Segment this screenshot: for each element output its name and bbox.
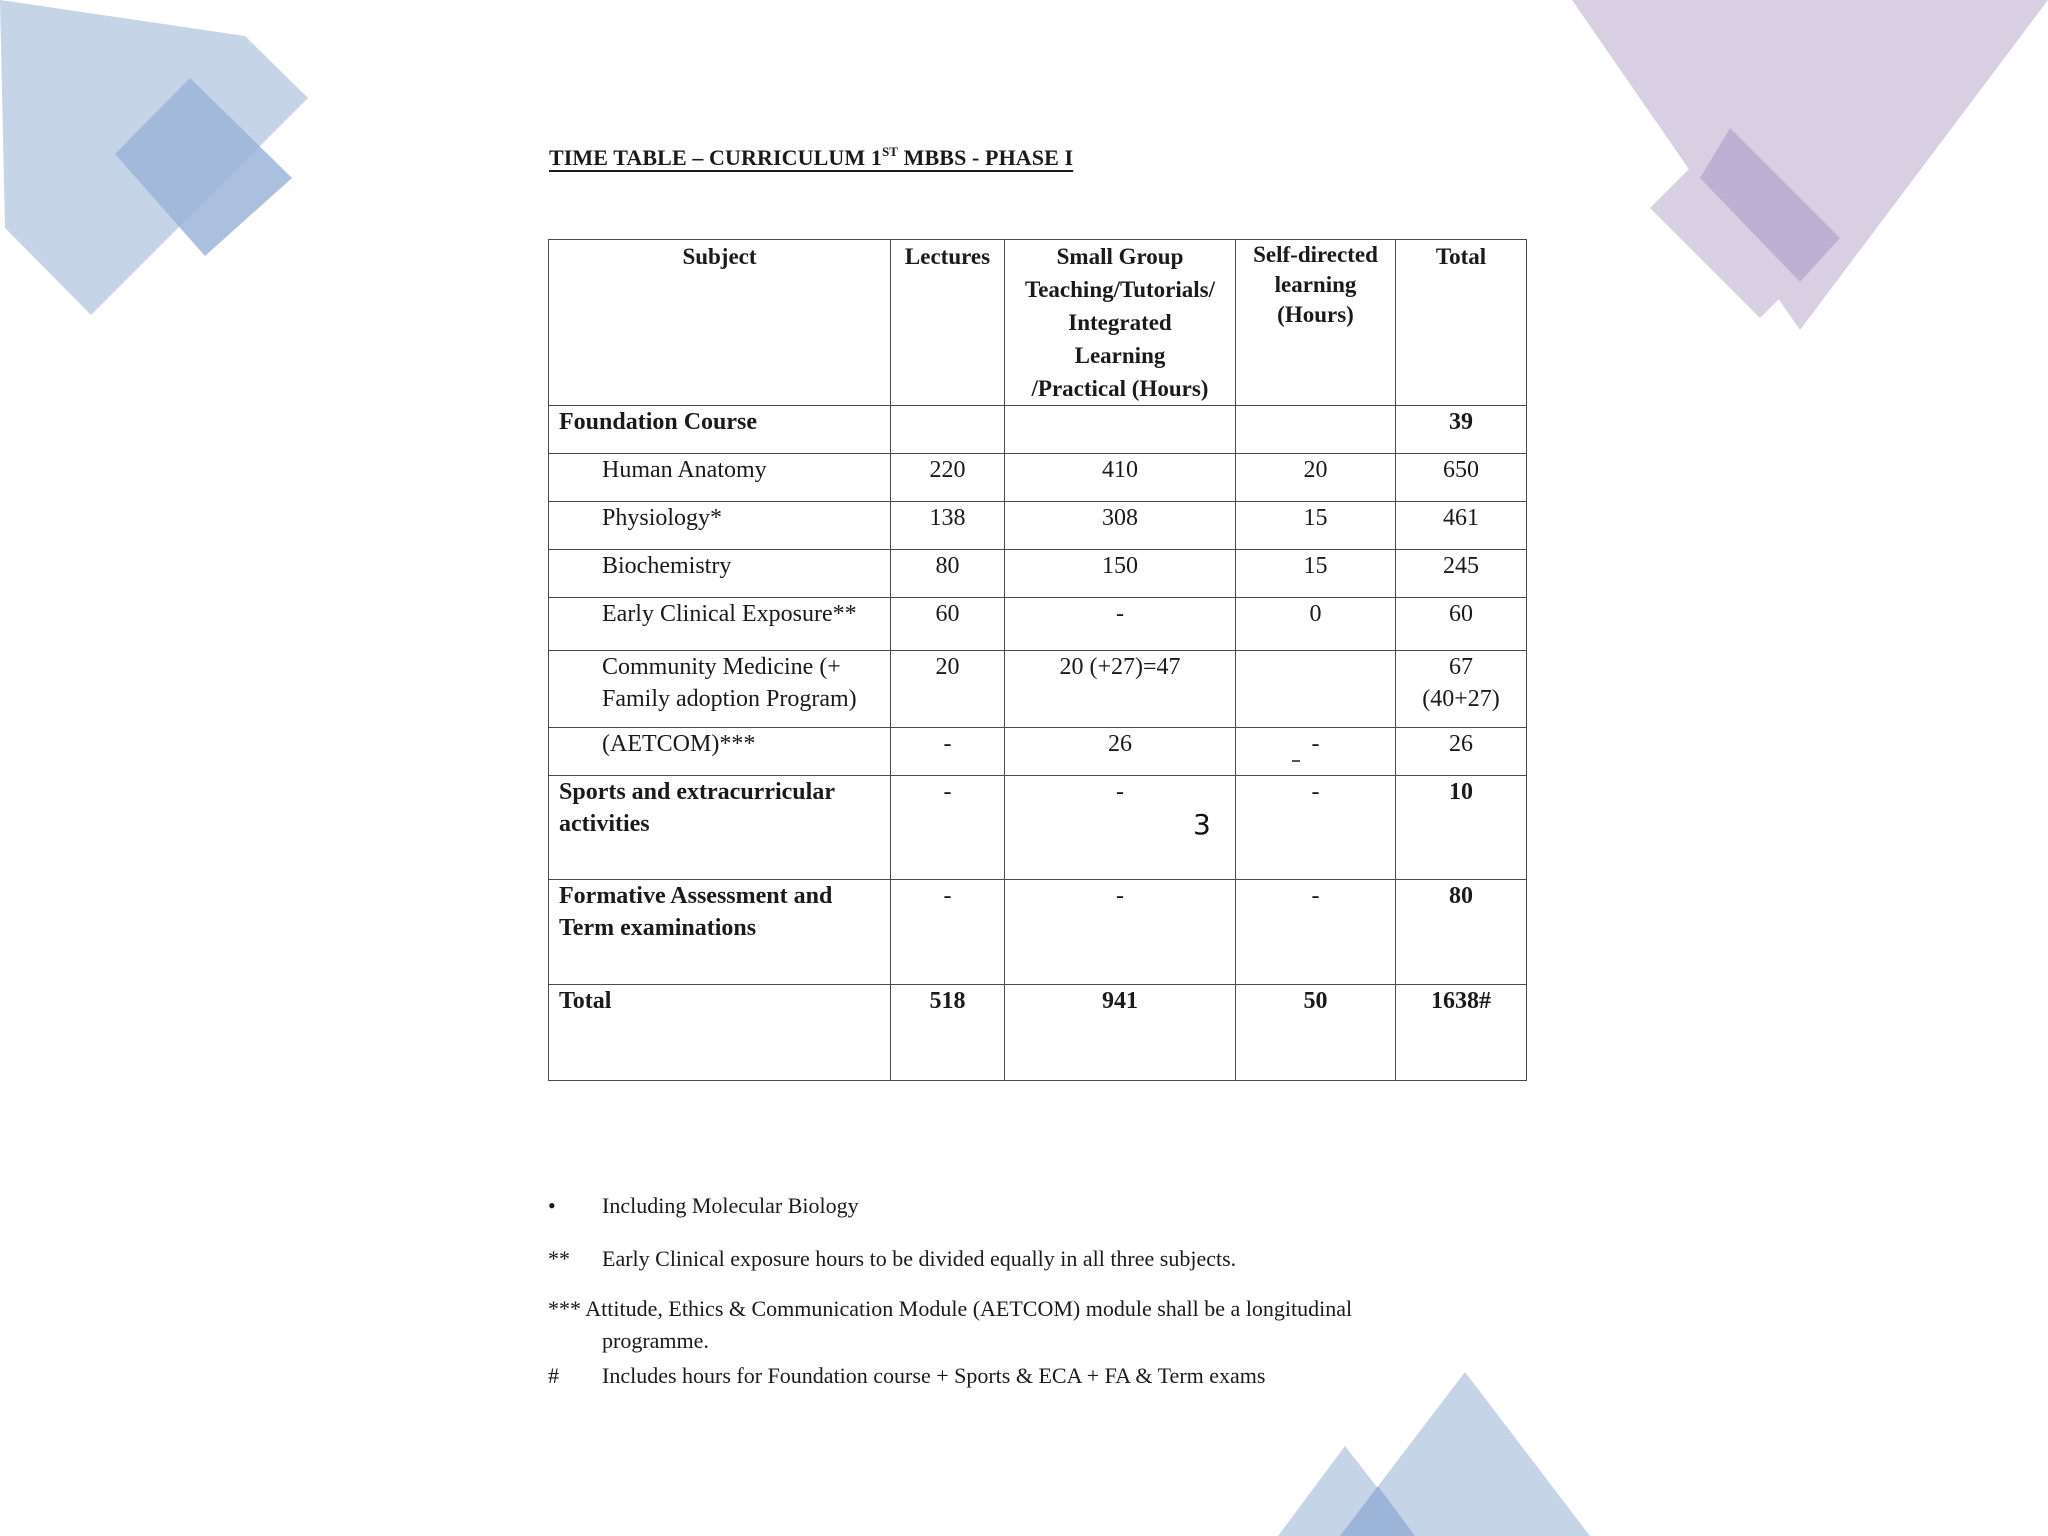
row-label-line: Sports and extracurricular: [559, 779, 835, 805]
cell-sdl: [1236, 651, 1396, 728]
row-label: Total: [549, 985, 891, 1081]
title-suffix: MBBS - PHASE I: [898, 145, 1074, 170]
header-sdl-line: learning: [1274, 272, 1357, 297]
cell-lectures: -: [891, 728, 1005, 776]
header-total: Total: [1396, 240, 1527, 406]
cell-total: 39: [1396, 406, 1527, 454]
cell-total: 80: [1396, 880, 1527, 985]
row-label: (AETCOM)***: [549, 728, 891, 776]
cell-lectures: 60: [891, 598, 1005, 651]
cell-total: 26: [1396, 728, 1527, 776]
footnote-continuation: programme.: [602, 1328, 709, 1353]
header-sgt-line: Small Group: [1056, 244, 1184, 269]
cell-total: 60: [1396, 598, 1527, 651]
table-row: [549, 728, 1527, 776]
row-label: Physiology*: [549, 502, 891, 550]
deco-purple-triangle-top-right: [1572, 0, 2048, 330]
header-sgt-line: Teaching/Tutorials/: [1024, 277, 1216, 302]
header-lectures: Lectures: [891, 240, 1005, 406]
footnote-marker: ***: [548, 1296, 581, 1321]
cell-sdl: 50: [1236, 985, 1396, 1081]
cell-total: [1396, 651, 1527, 728]
cell-sdl: 20: [1236, 454, 1396, 502]
table-row: [549, 406, 1527, 454]
cell-sdl: 15: [1236, 502, 1396, 550]
cell-sdl: [1236, 406, 1396, 454]
header-sgt-line: /Practical (Hours): [1031, 376, 1209, 401]
table-row: [549, 550, 1527, 598]
deco-purple-overlap-top-right: [1700, 128, 1840, 282]
header-sgt-line: Integrated: [1068, 310, 1172, 335]
cell-sdl: -: [1236, 728, 1396, 776]
header-sdl-line: Self-directed: [1253, 242, 1378, 267]
cell-sgt: 308: [1005, 502, 1236, 550]
cell-lectures: 20: [891, 651, 1005, 728]
cell-total-line: 67: [1449, 654, 1473, 680]
header-sdl-line: (Hours): [1277, 302, 1354, 327]
footnote-marker: #: [548, 1363, 559, 1388]
deco-purple-diamond-top-right: [1650, 128, 1840, 318]
cell-sgt: -: [1005, 880, 1236, 985]
deco-blue-overlap-bottom: [1340, 1486, 1415, 1536]
title-prefix: TIME TABLE – CURRICULUM 1: [549, 145, 882, 170]
title-superscript: ST: [881, 144, 899, 159]
cell-sgt: [1005, 406, 1236, 454]
cell-sdl: -: [1236, 776, 1396, 880]
footnote-marker: **: [548, 1246, 570, 1271]
cell-lectures: 80: [891, 550, 1005, 598]
footnote-text: Including Molecular Biology: [602, 1193, 859, 1218]
cell-sgt: 26: [1005, 728, 1236, 776]
cell-sgt: 941: [1005, 985, 1236, 1081]
row-label-line: Formative Assessment and: [559, 883, 833, 909]
cell-total: 1638#: [1396, 985, 1527, 1081]
cell-total: 650: [1396, 454, 1527, 502]
table-row: [549, 454, 1527, 502]
cell-sdl: 0: [1236, 598, 1396, 651]
cell-total: 10: [1396, 776, 1527, 880]
footnote-text: Attitude, Ethics & Communication Module (AETCOM) module shall be a longitudinal: [585, 1296, 1353, 1321]
row-label: [549, 776, 891, 880]
footnote-text: Early Clinical exposure hours to be divided equally in all three subjects.: [602, 1246, 1237, 1271]
table-row: [549, 880, 1527, 985]
cell-lectures: 518: [891, 985, 1005, 1081]
header-self-directed: [1236, 240, 1396, 406]
deco-blue-diamond-top-left: [115, 78, 292, 256]
footnote: [548, 1293, 1352, 1357]
cell-lectures: -: [891, 880, 1005, 985]
table-row: [549, 502, 1527, 550]
header-sgt-line: Learning: [1074, 343, 1166, 368]
page-number: 3: [1193, 808, 1211, 841]
header-subject: Subject: [549, 240, 891, 406]
cell-sdl: -: [1236, 880, 1396, 985]
row-label-line: activities: [559, 811, 650, 837]
curriculum-table: [548, 239, 1527, 1081]
stray-mark: [1292, 760, 1300, 762]
table-row: [549, 776, 1527, 880]
deco-blue-triangle-bottom-1: [1278, 1446, 1415, 1536]
row-label-line: Term examinations: [559, 915, 757, 941]
row-label: Human Anatomy: [549, 454, 891, 502]
footnote-text: Includes hours for Foundation course + Sports & ECA + FA & Term exams: [602, 1363, 1266, 1388]
cell-total: 461: [1396, 502, 1527, 550]
cell-sdl: 15: [1236, 550, 1396, 598]
deco-blue-triangle-bottom-2: [1340, 1372, 1590, 1536]
cell-lectures: 220: [891, 454, 1005, 502]
row-label-line: Community Medicine (+: [602, 654, 841, 680]
bullet-icon: •: [548, 1193, 556, 1218]
cell-sgt: -: [1005, 598, 1236, 651]
cell-lectures: -: [891, 776, 1005, 880]
deco-blue-shape-top-left: [0, 0, 308, 315]
row-label: Biochemistry: [549, 550, 891, 598]
row-label: Early Clinical Exposure**: [549, 598, 891, 651]
cell-sgt: 20 (+27)=47: [1005, 651, 1236, 728]
page-title: [549, 144, 1073, 171]
header-small-group: [1005, 240, 1236, 406]
row-label: [549, 651, 891, 728]
row-label: Foundation Course: [549, 406, 891, 454]
cell-sgt: -: [1005, 776, 1236, 880]
cell-sgt: 150: [1005, 550, 1236, 598]
row-label: [549, 880, 891, 985]
cell-total: 245: [1396, 550, 1527, 598]
table-row: [549, 651, 1527, 728]
cell-total-line: (40+27): [1422, 686, 1500, 712]
row-label-line: Family adoption Program): [602, 686, 857, 712]
cell-lectures: [891, 406, 1005, 454]
table-row-total: [549, 985, 1527, 1081]
header-row: [549, 240, 1527, 406]
cell-lectures: 138: [891, 502, 1005, 550]
table-row: [549, 598, 1527, 651]
cell-sgt: 410: [1005, 454, 1236, 502]
